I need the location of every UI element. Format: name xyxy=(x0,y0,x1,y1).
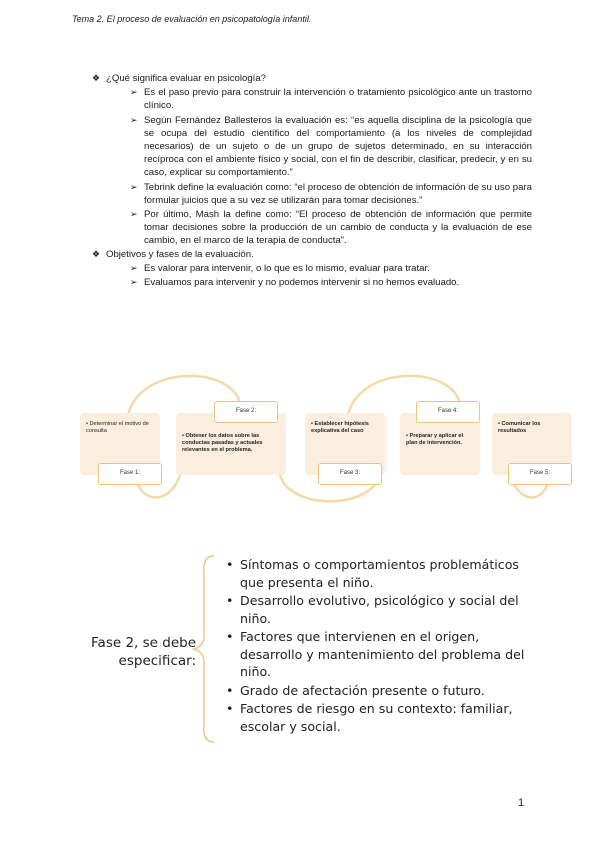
bullet-icon: • xyxy=(226,629,234,644)
diamond-bullet-icon: ❖ xyxy=(92,248,101,259)
phase-3-box: • Establecer hipótesis explicativa del caso xyxy=(305,413,385,475)
list-item: ➢ Es valorar para intervenir, o lo que es lo mismo, evaluar para tratar. xyxy=(130,262,430,274)
phase-1-box: • Determinar el motivo de consulta xyxy=(80,413,160,475)
bullet-icon: • xyxy=(226,701,234,716)
phase-5-box: • Comunicar los resultados xyxy=(492,413,572,475)
document-body xyxy=(92,72,532,289)
list-item: ➢ Por último, Mash la define como: “El proceso de obtención de información que permite tomar decisiones sobre la producción de un cambio de conducta y la evaluación de ese cambio, en el marco de la terapia de conducta”. xyxy=(130,209,532,247)
arrow-bullet-icon: ➢ xyxy=(130,114,138,125)
bullet-icon: • xyxy=(226,593,234,608)
list-item: • Grado de afectación presente o futuro. xyxy=(226,682,485,698)
bullet-icon: • xyxy=(226,682,234,698)
phase-5-label: Fase 5: xyxy=(508,463,572,485)
phase-2-label: Fase 2: xyxy=(214,401,278,423)
section-title: ¿Qué significa evaluar en psicología? xyxy=(106,73,266,84)
process-diagram xyxy=(80,365,580,510)
phase-1-label: Fase 1: xyxy=(98,463,162,485)
section-heading xyxy=(92,248,532,261)
section-title: Objetivos y fases de la evaluación. xyxy=(106,248,254,260)
list-item: ➢ Según Fernández Ballesteros la evaluación es: “es aquella disciplina de la psicología que se ocupa del estudio científico del comportamiento (a los niveles de complejidad necesarios) de un sujeto o de un grupo de sujetos determinado, en su interacción recíproca con el ambiente físico y social, con el fin de describir, clasificar, predecir, y en su caso, explicar su comportamiento.” xyxy=(130,114,532,179)
arrow-bullet-icon: ➢ xyxy=(130,262,138,273)
page-number: 1 xyxy=(518,797,525,809)
phase-2-title: Fase 2, se debe especificar: xyxy=(91,635,196,669)
list-item: ➢ Tebrink define la evaluación como: “el proceso de obtención de información de su uso para formular juicios que a su vez se utilizarán para tomar decisiones.” xyxy=(130,181,532,206)
list-item: • Síntomas o comportamientos problemáticos que presenta el niño. xyxy=(226,557,519,590)
list-item: • Factores de riesgo en su contexto: familiar, escolar y social. xyxy=(226,701,513,734)
list-item: • Factores que intervienen en el origen, desarrollo y mantenimiento del problema del niño. xyxy=(226,629,525,679)
phase-2-list xyxy=(226,556,526,736)
list-item: ➢ Es el paso previo para construir la intervención o tratamiento psicológico ante un trastorno clínico. xyxy=(130,87,532,112)
bullet-icon: • xyxy=(226,557,234,572)
list-item: ➢ Evaluamos para intervenir y no podemos intervenir si no hemos evaluado. xyxy=(130,277,460,289)
diamond-bullet-icon: ❖ xyxy=(92,73,101,83)
section-heading xyxy=(92,72,532,85)
arrow-bullet-icon: ➢ xyxy=(130,277,138,288)
list-item: • Desarrollo evolutivo, psicológico y social del niño. xyxy=(226,593,519,626)
brace-icon xyxy=(190,554,220,744)
phase-4-label: Fase 4: xyxy=(416,401,480,423)
phase-2-box: • Obtener los datos sobre las conductas pasadas y actuales relevantes en el problema. xyxy=(176,413,286,475)
phase-3-label: Fase 3: xyxy=(318,463,382,485)
arrow-bullet-icon: ➢ xyxy=(130,181,138,192)
arrow-bullet-icon: ➢ xyxy=(130,209,138,220)
page-header: Tema 2. El proceso de evaluación en psicopatología infantil. xyxy=(72,14,312,24)
phase-4-box: • Preparar y aplicar el plan de intervención. xyxy=(400,413,480,475)
arrow-bullet-icon: ➢ xyxy=(130,87,138,98)
